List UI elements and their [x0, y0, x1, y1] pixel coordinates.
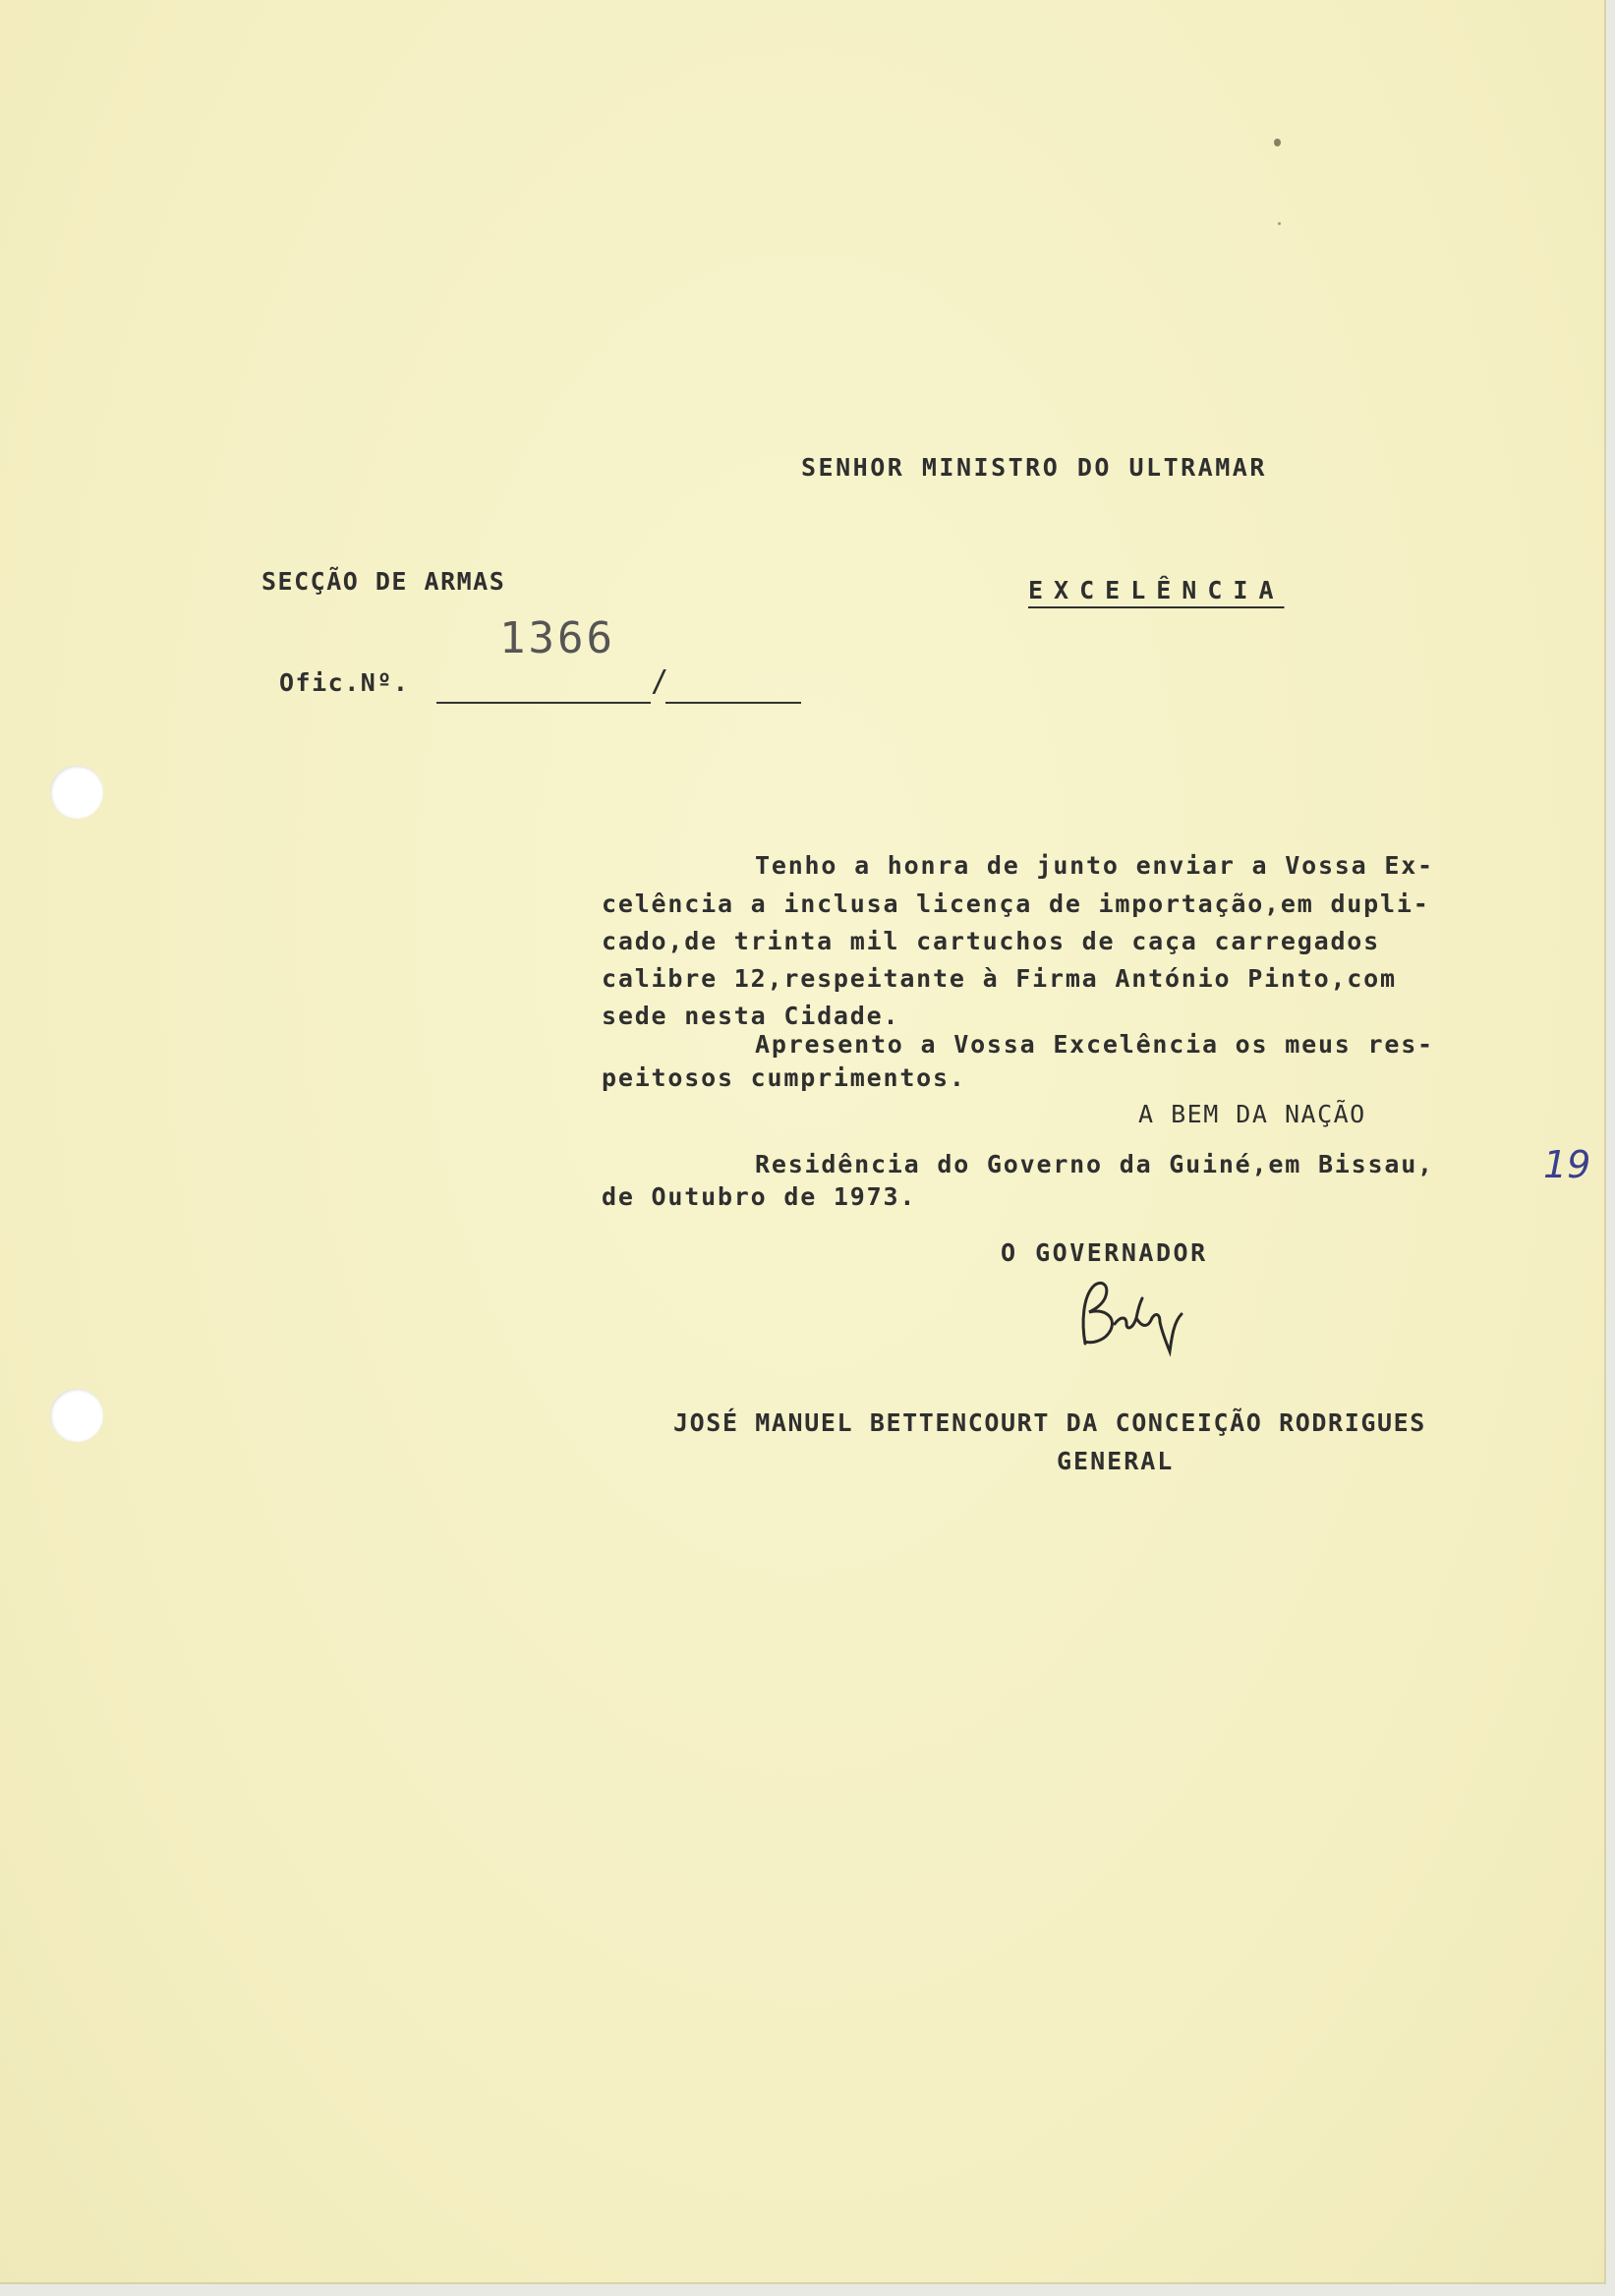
ofic-number: 1366: [499, 613, 615, 663]
closing-formula: A BEM DA NAÇÃO: [1138, 1100, 1366, 1128]
paper-mark: [1278, 222, 1281, 225]
signatory-name: JOSÉ MANUEL BETTENCOURT DA CONCEIÇÃO RODRIGUES: [673, 1408, 1426, 1437]
body-line: Apresento a Vossa Excelência os meus res-: [755, 1030, 1434, 1059]
body-line: Tenho a honra de junto enviar a Vossa Ex-: [755, 851, 1434, 880]
signature-stroke-b: [1083, 1283, 1112, 1344]
ofic-underline-year: [665, 702, 801, 704]
body-line: peitosos cumprimentos.: [602, 1063, 966, 1092]
body-line: cado,de trinta mil cartuchos de caça carregados: [602, 927, 1381, 955]
paper-speck: [1274, 139, 1281, 146]
dateline-date: de Outubro de 1973.: [602, 1182, 917, 1211]
body-line: celência a inclusa licença de importação,em dupli-: [602, 890, 1430, 918]
salutation: EXCELÊNCIA: [1028, 576, 1285, 604]
ofic-underline-number: [436, 702, 651, 704]
handwritten-day: 19: [1543, 1143, 1591, 1186]
body-line: calibre 12,respeitante à Firma António Pinto,com: [602, 964, 1397, 993]
dateline-place: Residência do Governo da Guiné,em Bissau,: [755, 1150, 1434, 1178]
section-label: SECÇÃO DE ARMAS: [261, 567, 506, 596]
ofic-slash: /: [651, 664, 670, 699]
signature-stroke-rest: [1115, 1298, 1182, 1351]
addressee: SENHOR MINISTRO DO ULTRAMAR: [801, 453, 1267, 482]
body-line: sede nesta Cidade.: [602, 1002, 900, 1030]
ofic-label: Ofic.Nº.: [279, 668, 410, 697]
handwritten-signature: [1071, 1273, 1199, 1361]
signatory-title: O GOVERNADOR: [1001, 1238, 1208, 1267]
signatory-rank: GENERAL: [1057, 1447, 1175, 1475]
punch-hole-bottom: [50, 1389, 103, 1442]
punch-hole-top: [50, 766, 103, 819]
